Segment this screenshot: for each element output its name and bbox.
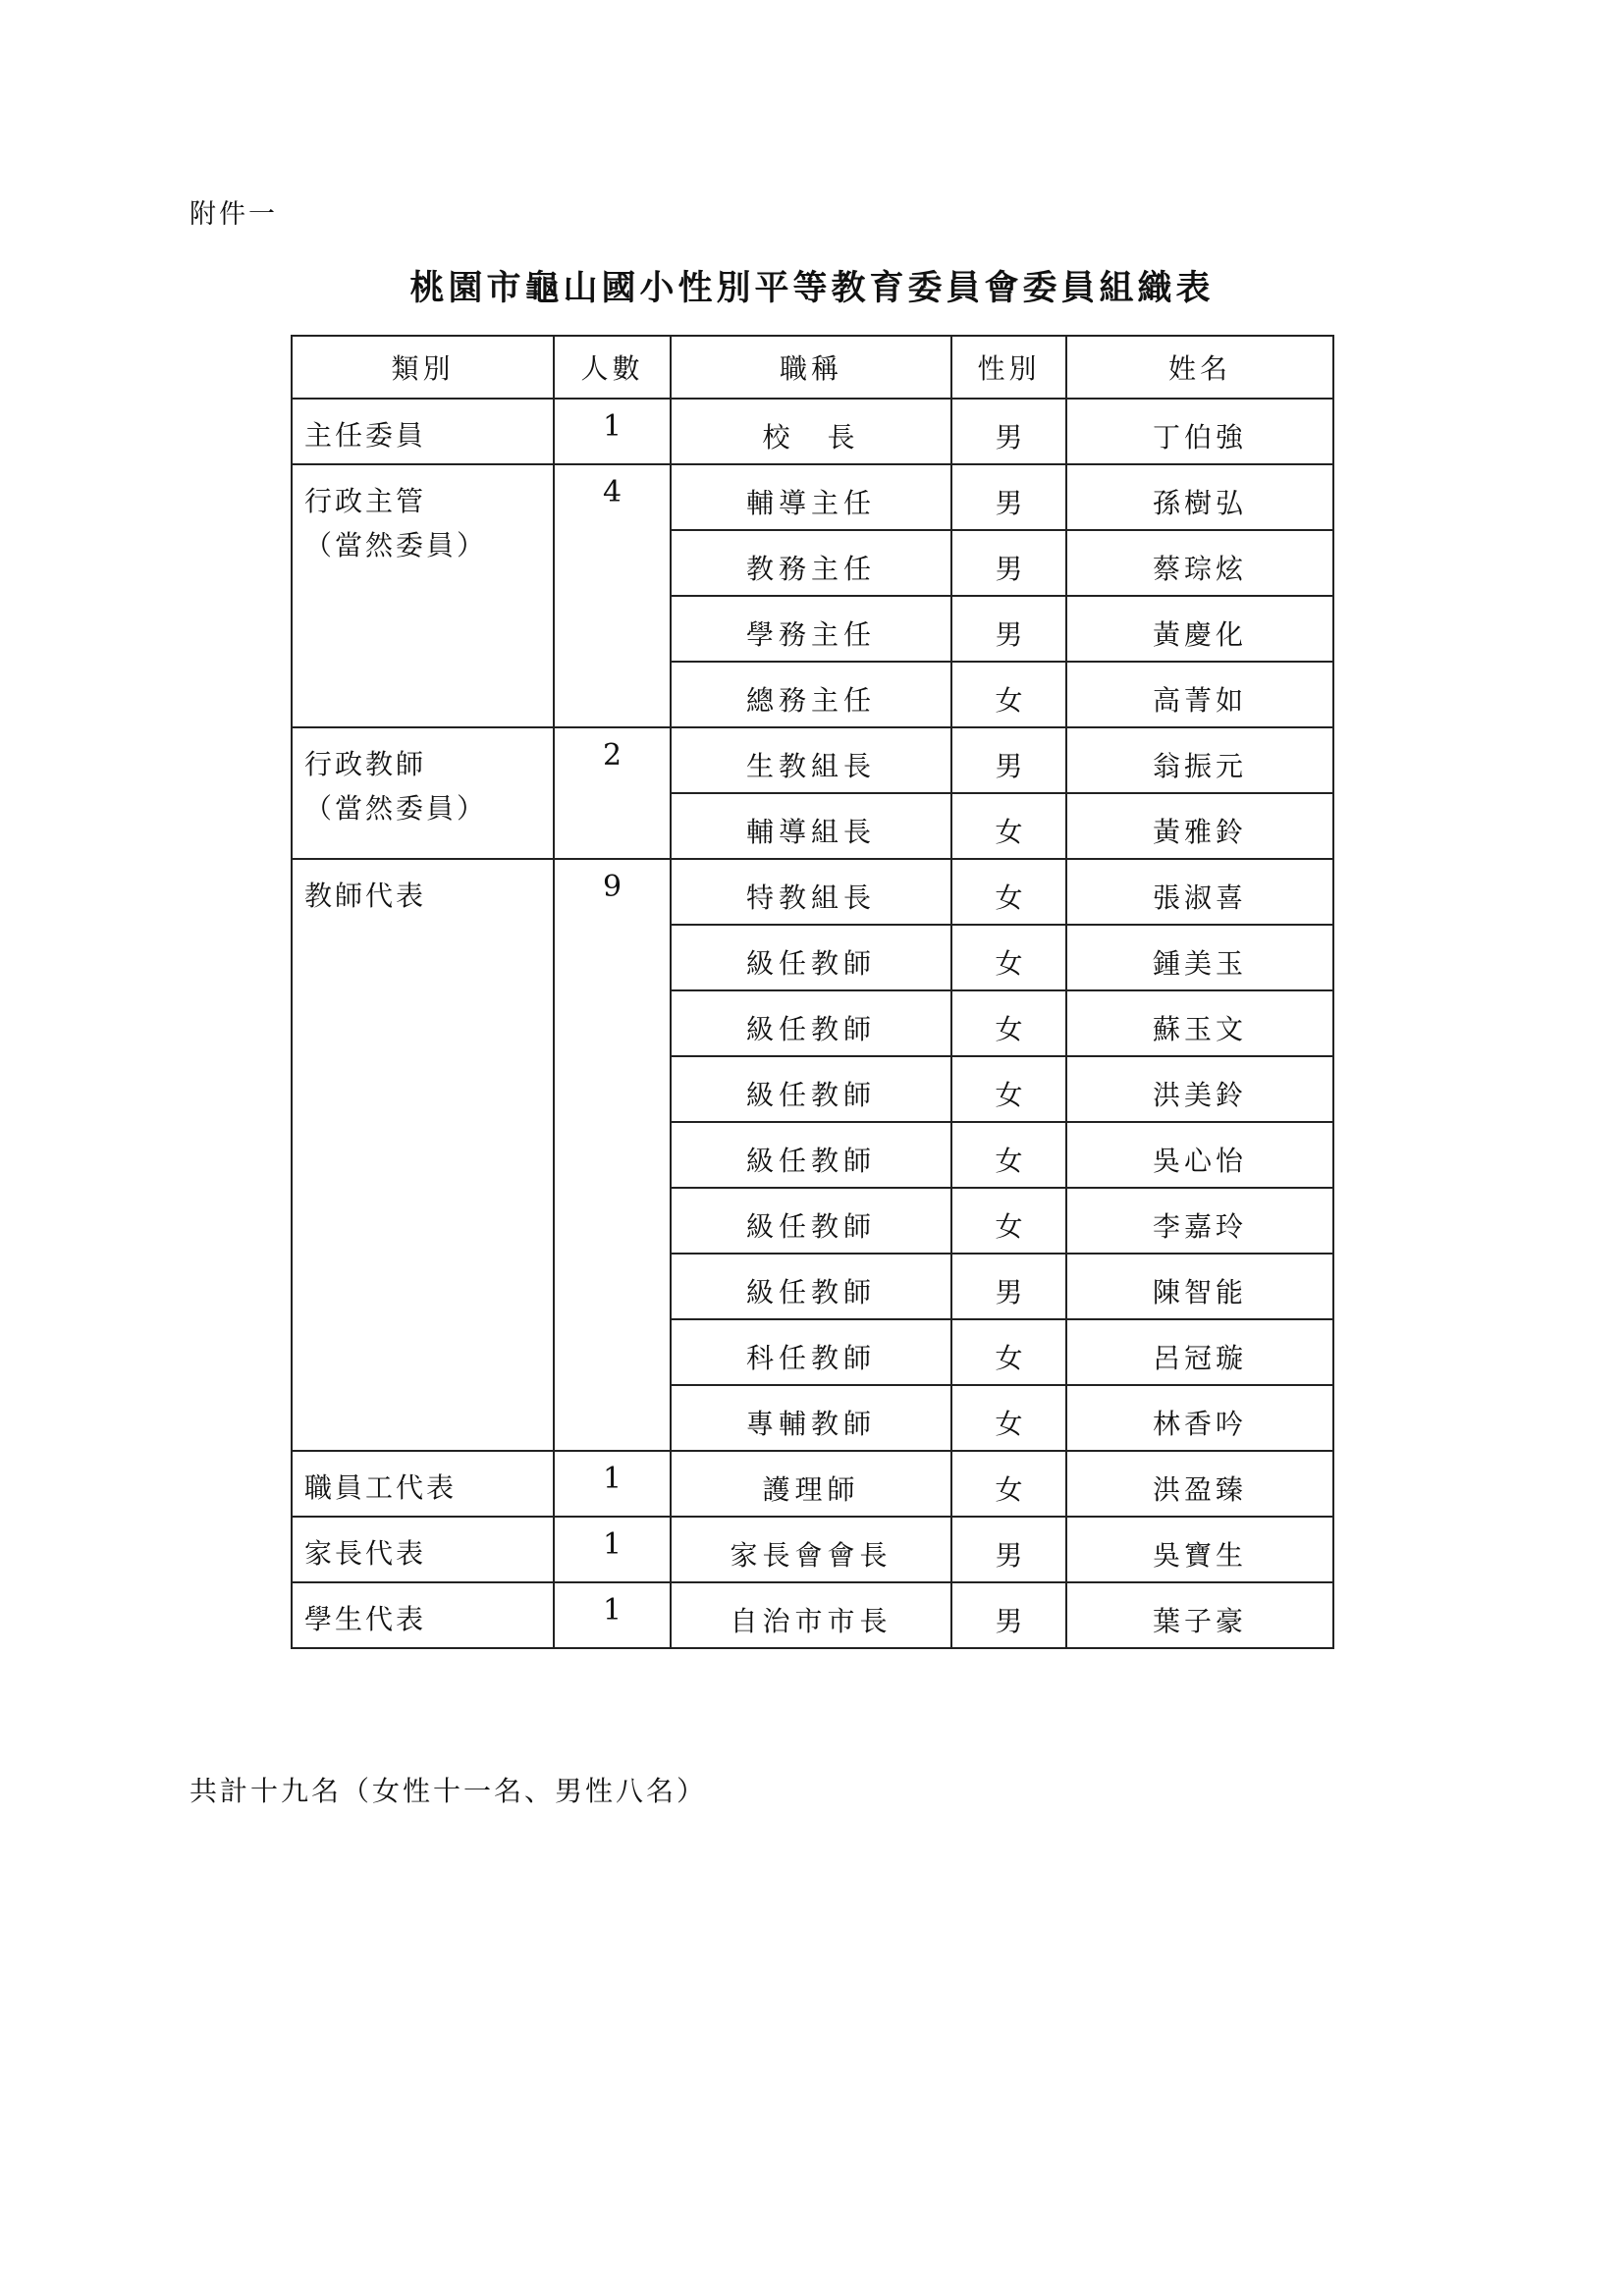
name-cell: 蔡琮炫 <box>1066 530 1333 596</box>
title-cell: 專輔教師 <box>671 1385 951 1451</box>
category-cell <box>292 1451 554 1517</box>
title-cell: 特教組長 <box>671 859 951 925</box>
table-row <box>292 1517 1333 1582</box>
title-cell: 家長會會長 <box>671 1517 951 1582</box>
title-cell: 校 長 <box>671 399 951 464</box>
header-gender: 性別 <box>951 336 1066 399</box>
title-cell: 級任教師 <box>671 990 951 1056</box>
gender-cell: 女 <box>951 793 1066 859</box>
gender-cell: 女 <box>951 1188 1066 1254</box>
title-cell: 輔導主任 <box>671 464 951 530</box>
name-cell: 翁振元 <box>1066 727 1333 793</box>
category-cell <box>292 1582 554 1648</box>
name-cell: 洪盈臻 <box>1066 1451 1333 1517</box>
category-label: 家長代表 <box>304 1537 427 1570</box>
category-label: 行政主管 <box>304 485 427 517</box>
title-cell: 級任教師 <box>671 1056 951 1122</box>
category-cell <box>292 727 554 859</box>
table-row <box>292 1582 1333 1648</box>
category-label: 主任委員 <box>304 419 427 452</box>
table-row <box>292 464 1333 530</box>
category-label: 學生代表 <box>304 1603 427 1635</box>
title-cell: 級任教師 <box>671 1122 951 1188</box>
gender-cell: 女 <box>951 1056 1066 1122</box>
header-name: 姓名 <box>1066 336 1333 399</box>
name-cell: 林香吟 <box>1066 1385 1333 1451</box>
header-title: 職稱 <box>671 336 951 399</box>
name-cell: 丁伯強 <box>1066 399 1333 464</box>
name-cell: 黃慶化 <box>1066 596 1333 662</box>
title-cell: 級任教師 <box>671 1188 951 1254</box>
gender-cell: 女 <box>951 1385 1066 1451</box>
category-label: 教師代表 <box>304 880 427 912</box>
gender-cell: 女 <box>951 859 1066 925</box>
title-cell: 生教組長 <box>671 727 951 793</box>
roster-body <box>292 399 1333 1648</box>
attachment-label: 附件一 <box>189 199 278 230</box>
name-cell: 陳智能 <box>1066 1254 1333 1319</box>
gender-cell: 男 <box>951 530 1066 596</box>
gender-cell: 男 <box>951 1254 1066 1319</box>
count-cell: 4 <box>554 464 671 727</box>
gender-cell: 女 <box>951 990 1066 1056</box>
count-cell: 1 <box>554 399 671 464</box>
category-label: 職員工代表 <box>304 1471 458 1504</box>
category-cell <box>292 464 554 727</box>
gender-cell: 男 <box>951 727 1066 793</box>
gender-cell: 女 <box>951 925 1066 990</box>
name-cell: 吳寶生 <box>1066 1517 1333 1582</box>
gender-cell: 女 <box>951 1319 1066 1385</box>
table-header-row <box>292 336 1333 399</box>
category-label: 行政教師 <box>304 748 427 780</box>
name-cell: 高菁如 <box>1066 662 1333 727</box>
category-note: （當然委員） <box>304 792 488 825</box>
gender-cell: 男 <box>951 399 1066 464</box>
title-cell: 自治市市長 <box>671 1582 951 1648</box>
title-cell: 學務主任 <box>671 596 951 662</box>
category-note: （當然委員） <box>304 529 488 561</box>
name-cell: 鍾美玉 <box>1066 925 1333 990</box>
title-cell: 科任教師 <box>671 1319 951 1385</box>
title-cell: 教務主任 <box>671 530 951 596</box>
document-title: 桃園市龜山國小性別平等教育委員會委員組織表 <box>409 268 1215 308</box>
count-cell: 9 <box>554 859 671 1451</box>
gender-cell: 女 <box>951 1451 1066 1517</box>
table-row <box>292 399 1333 464</box>
gender-cell: 男 <box>951 1517 1066 1582</box>
name-cell: 洪美鈴 <box>1066 1056 1333 1122</box>
header-category: 類別 <box>292 336 554 399</box>
title-cell: 級任教師 <box>671 925 951 990</box>
title-cell: 總務主任 <box>671 662 951 727</box>
title-cell: 輔導組長 <box>671 793 951 859</box>
name-cell: 孫樹弘 <box>1066 464 1333 530</box>
category-cell <box>292 1517 554 1582</box>
gender-cell: 男 <box>951 596 1066 662</box>
gender-cell: 女 <box>951 662 1066 727</box>
title-cell: 級任教師 <box>671 1254 951 1319</box>
name-cell: 李嘉玲 <box>1066 1188 1333 1254</box>
count-cell: 1 <box>554 1582 671 1648</box>
name-cell: 黃雅鈴 <box>1066 793 1333 859</box>
count-cell: 1 <box>554 1451 671 1517</box>
total-note: 共計十九名（女性十一名、男性八名） <box>189 1775 708 1807</box>
category-cell <box>292 399 554 464</box>
gender-cell: 女 <box>951 1122 1066 1188</box>
gender-cell: 男 <box>951 464 1066 530</box>
name-cell: 呂冠璇 <box>1066 1319 1333 1385</box>
table-row <box>292 1451 1333 1517</box>
name-cell: 張淑喜 <box>1066 859 1333 925</box>
name-cell: 蘇玉文 <box>1066 990 1333 1056</box>
count-cell: 2 <box>554 727 671 859</box>
header-count: 人數 <box>554 336 671 399</box>
name-cell: 吳心怡 <box>1066 1122 1333 1188</box>
title-cell: 護理師 <box>671 1451 951 1517</box>
table-row <box>292 859 1333 925</box>
gender-cell: 男 <box>951 1582 1066 1648</box>
count-cell: 1 <box>554 1517 671 1582</box>
name-cell: 葉子豪 <box>1066 1582 1333 1648</box>
committee-roster-table <box>291 335 1334 1649</box>
table-row <box>292 727 1333 793</box>
category-cell <box>292 859 554 1451</box>
